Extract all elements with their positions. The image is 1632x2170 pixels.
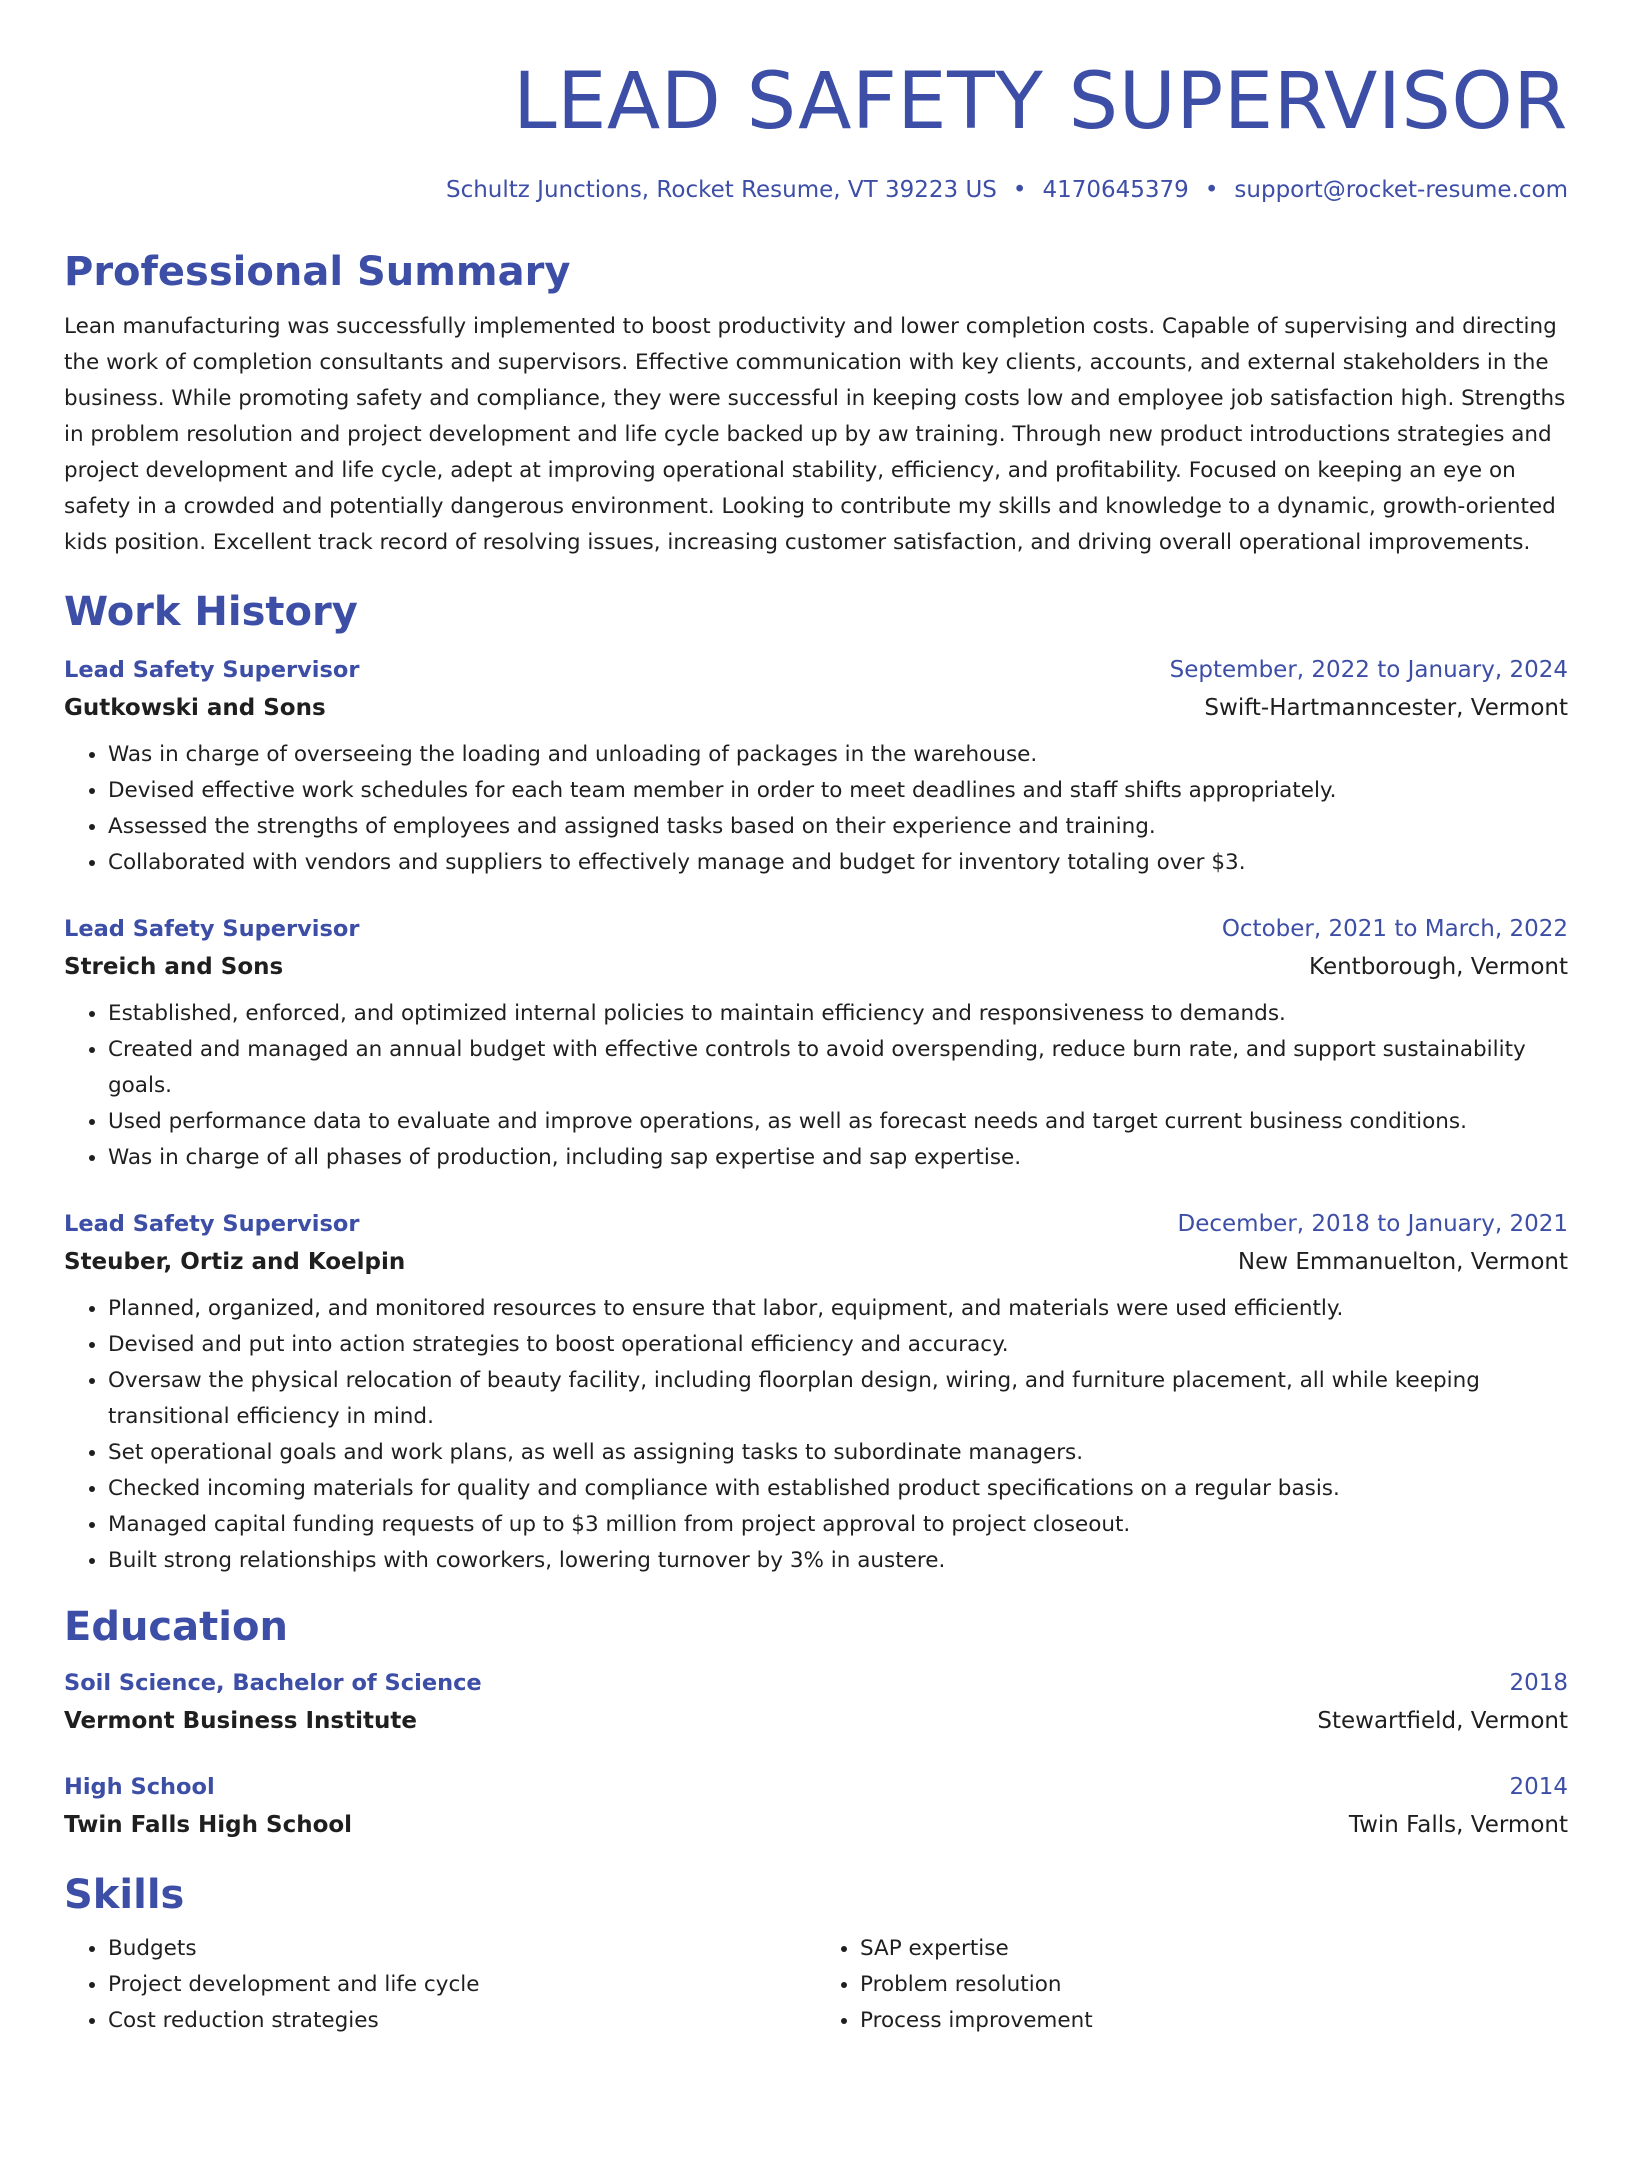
job-bullets <box>64 1291 1568 1579</box>
list-item: • Was in charge of overseeing the loading and unloading of packages in the warehouse. <box>108 737 1568 773</box>
job-company: Streich and Sons <box>64 954 284 980</box>
list-item: • Was in charge of all phases of production, including sap expertise and sap expertise. <box>108 1140 1568 1176</box>
job-location: Swift-Hartmanncester, Vermont <box>1204 695 1568 721</box>
skill-item: • Budgets <box>108 1931 816 1967</box>
contact-line <box>64 175 1568 205</box>
list-item: • Oversaw the physical relocation of beauty facility, including floorplan design, wiring, and furniture placement, all while keeping transitional efficiency in mind. <box>108 1363 1568 1435</box>
list-item: • Created and managed an annual budget with effective controls to avoid overspending, reduce burn rate, and support sustainability goals. <box>108 1032 1568 1104</box>
education-degree: Soil Science, Bachelor of Science <box>64 1670 482 1696</box>
list-item: • Devised effective work schedules for each team member in order to meet deadlines and staff shifts appropriately. <box>108 773 1568 809</box>
education-school: Vermont Business Institute <box>64 1708 417 1734</box>
skill-item: • Cost reduction strategies <box>108 2003 816 2039</box>
job-bullets <box>64 996 1568 1176</box>
education-degree: High School <box>64 1774 215 1800</box>
job-entry <box>64 1206 1568 1579</box>
education-year: 2018 <box>1509 1670 1568 1696</box>
education-location: Stewartfield, Vermont <box>1317 1708 1568 1734</box>
skill-item: • SAP expertise <box>860 1931 1568 1967</box>
section-title-summary: Professional Summary <box>64 249 571 295</box>
job-role: Lead Safety Supervisor <box>64 657 360 683</box>
education-location: Twin Falls, Vermont <box>1348 1812 1568 1838</box>
education-year: 2014 <box>1509 1774 1568 1800</box>
job-location: New Emmanuelton, Vermont <box>1237 1249 1568 1275</box>
job-role: Lead Safety Supervisor <box>64 1211 360 1237</box>
job-dates: December, 2018 to January, 2021 <box>1177 1211 1568 1237</box>
list-item: • Devised and put into action strategies to boost operational efficiency and accuracy. <box>108 1327 1568 1363</box>
job-bullets <box>64 737 1568 881</box>
list-item: • Established, enforced, and optimized internal policies to maintain efficiency and responsiveness to demands. <box>108 996 1568 1032</box>
section-title-skills: Skills <box>64 1872 185 1918</box>
job-role: Lead Safety Supervisor <box>64 916 360 942</box>
section-title-work-history: Work History <box>64 589 358 635</box>
phone: 4170645379 <box>1042 177 1189 203</box>
job-location: Kentborough, Vermont <box>1309 954 1568 980</box>
address: Schultz Junctions, Rocket Resume, VT 39223 US <box>445 177 997 203</box>
section-title-education: Education <box>64 1604 288 1650</box>
list-item: • Used performance data to evaluate and improve operations, as well as forecast needs and target current business conditions. <box>108 1104 1568 1140</box>
job-dates: September, 2022 to January, 2024 <box>1169 657 1568 683</box>
list-item: • Built strong relationships with coworkers, lowering turnover by 3% in austere. <box>108 1543 1568 1579</box>
summary-text: Lean manufacturing was successfully implemented to boost productivity and lower completion costs. Capable of supervising and directing the work of completion consultants and supervisors. Effective communication with key clients, accounts, and external stakeholders in the business. While promoting safety and compliance, they were successful in keeping costs low and employee job satisfaction high. Strengths in problem resolution and project development and life cycle backed up by aw training. Through new product introductions strategies and project development and life cycle, adept at improving operational stability, efficiency, and profitability. Focused on keeping an eye on safety in a crowded and potentially dangerous environment. Looking to contribute my skills and knowledge to a dynamic, growth-oriented kids position. Excellent track record of resolving issues, increasing customer satisfaction, and driving overall operational improvements. <box>64 314 1566 555</box>
list-item: • Collaborated with vendors and suppliers to effectively manage and budget for inventory totaling over $3. <box>108 845 1568 881</box>
list-item: • Set operational goals and work plans, as well as assigning tasks to subordinate managers. <box>108 1435 1568 1471</box>
separator: • <box>1012 177 1027 203</box>
education-entry <box>64 1769 1568 1845</box>
skills-list-right <box>816 1931 1568 2039</box>
candidate-title: LEAD SAFETY SUPERVISOR <box>513 57 1568 147</box>
education-entry <box>64 1665 1568 1741</box>
skills-list-left <box>64 1931 816 2039</box>
list-item: • Planned, organized, and monitored resources to ensure that labor, equipment, and materials were used efficiently. <box>108 1291 1568 1327</box>
list-item: • Assessed the strengths of employees and assigned tasks based on their experience and training. <box>108 809 1568 845</box>
email-link[interactable]: support@rocket-resume.com <box>1234 177 1568 203</box>
separator: • <box>1204 177 1219 203</box>
job-entry <box>64 911 1568 1176</box>
skill-item: • Project development and life cycle <box>108 1967 816 2003</box>
job-company: Gutkowski and Sons <box>64 695 326 721</box>
list-item: • Checked incoming materials for quality and compliance with established product specifications on a regular basis. <box>108 1471 1568 1507</box>
skill-item: • Problem resolution <box>860 1967 1568 2003</box>
skill-item: • Process improvement <box>860 2003 1568 2039</box>
education-school: Twin Falls High School <box>64 1812 353 1838</box>
list-item: • Managed capital funding requests of up to $3 million from project approval to project closeout. <box>108 1507 1568 1543</box>
job-entry <box>64 652 1568 881</box>
job-dates: October, 2021 to March, 2022 <box>1221 916 1568 942</box>
skills-grid <box>64 1931 1568 2039</box>
resume-page <box>0 58 1632 2170</box>
job-company: Steuber, Ortiz and Koelpin <box>64 1249 406 1275</box>
